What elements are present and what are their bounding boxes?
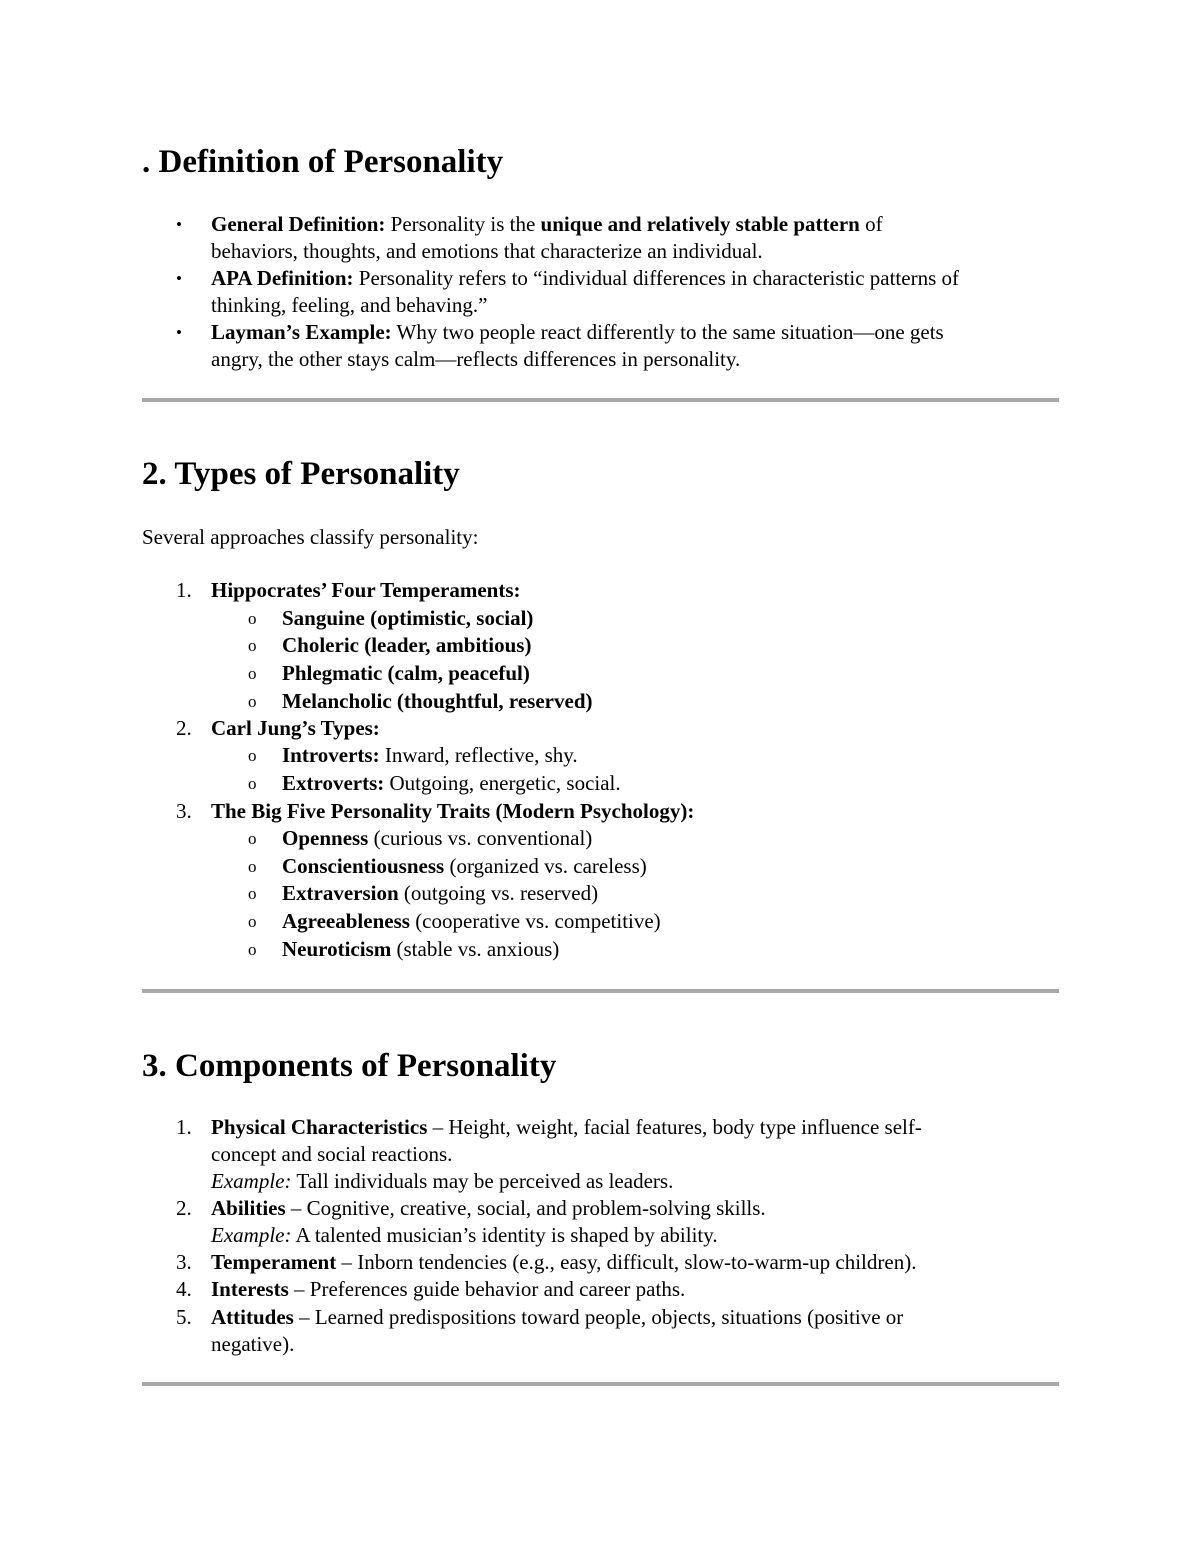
sub-bullet-marker: o bbox=[248, 884, 257, 903]
sub-item-label: Introverts: bbox=[282, 743, 380, 767]
example-text: Tall individuals may be perceived as leaders. bbox=[291, 1169, 674, 1193]
list-number: 1. bbox=[176, 578, 192, 602]
sub-bullet-marker: o bbox=[248, 774, 257, 793]
bullet-marker: • bbox=[176, 269, 182, 288]
list-number: 4. bbox=[176, 1277, 192, 1301]
sub-item-text: (outgoing vs. reserved) bbox=[398, 881, 599, 905]
list-number: 3. bbox=[176, 1250, 192, 1274]
definition-emphasis: unique and relatively stable pattern bbox=[540, 212, 860, 236]
definition-apa bbox=[211, 265, 959, 292]
component-attitudes-continued: negative). bbox=[211, 1332, 295, 1356]
sub-item-text: (curious vs. conventional) bbox=[368, 826, 593, 850]
sub-bullet-marker: o bbox=[248, 912, 257, 931]
sub-item bbox=[282, 853, 647, 880]
definition-text: Personality is the bbox=[385, 212, 541, 236]
example-text: A talented musician’s identity is shaped by ability. bbox=[291, 1223, 718, 1247]
sub-bullet-marker: o bbox=[248, 636, 257, 655]
component-attitudes bbox=[211, 1304, 903, 1331]
sub-item-label: Extraversion bbox=[282, 881, 399, 905]
list-number: 2. bbox=[176, 1196, 192, 1220]
sub-item bbox=[282, 742, 578, 769]
sub-item-label: Neuroticism bbox=[282, 937, 392, 961]
definition-layman bbox=[211, 319, 944, 346]
component-physical-continued: concept and social reactions. bbox=[211, 1142, 453, 1166]
horizontal-rule bbox=[142, 1382, 1059, 1386]
list-number: 3. bbox=[176, 799, 192, 823]
jung-title: Carl Jung’s Types: bbox=[211, 716, 380, 740]
sub-item bbox=[282, 936, 559, 963]
component-text: – Height, weight, facial features, body type influence self- bbox=[427, 1115, 922, 1139]
component-text: – Preferences guide behavior and career paths. bbox=[288, 1277, 686, 1301]
sub-bullet-marker: o bbox=[248, 692, 257, 711]
list-number: 1. bbox=[176, 1115, 192, 1139]
sub-item: Phlegmatic (calm, peaceful) bbox=[282, 661, 530, 685]
temperaments-title: Hippocrates’ Four Temperaments: bbox=[211, 578, 521, 602]
component-text: – Learned predispositions toward people, objects, situations (positive or bbox=[293, 1305, 904, 1329]
sub-bullet-marker: o bbox=[248, 609, 257, 628]
sub-item-label: Extroverts: bbox=[282, 771, 385, 795]
definition-label: Layman’s Example: bbox=[211, 320, 392, 344]
component-temperament bbox=[211, 1249, 916, 1276]
sub-item bbox=[282, 908, 661, 935]
component-text: – Inborn tendencies (e.g., easy, difficult, slow-to-warm-up children). bbox=[336, 1250, 917, 1274]
sub-bullet-marker: o bbox=[248, 664, 257, 683]
section-2-intro: Several approaches classify personality: bbox=[142, 525, 479, 549]
big-five-title: The Big Five Personality Traits (Modern Psychology): bbox=[211, 799, 695, 823]
definition-apa-continued: thinking, feeling, and behaving.” bbox=[211, 293, 488, 317]
bullet-marker: • bbox=[176, 323, 182, 342]
component-example bbox=[211, 1168, 673, 1195]
bullet-marker: • bbox=[176, 215, 182, 234]
example-label: Example: bbox=[211, 1169, 292, 1193]
sub-item-label: Conscientiousness bbox=[282, 854, 445, 878]
list-number: 5. bbox=[176, 1305, 192, 1329]
sub-bullet-marker: o bbox=[248, 746, 257, 765]
sub-item-text: (stable vs. anxious) bbox=[391, 937, 560, 961]
sub-item: Choleric (leader, ambitious) bbox=[282, 633, 532, 657]
definition-general bbox=[211, 211, 883, 238]
definition-label: APA Definition: bbox=[211, 266, 354, 290]
component-abilities bbox=[211, 1195, 766, 1222]
sub-item-label: Agreeableness bbox=[282, 909, 410, 933]
sub-item: Sanguine (optimistic, social) bbox=[282, 606, 534, 630]
definition-text: Personality refers to “individual differences in characteristic patterns of bbox=[353, 266, 959, 290]
sub-item-label: Openness bbox=[282, 826, 369, 850]
definition-layman-continued: angry, the other stays calm—reflects differences in personality. bbox=[211, 347, 741, 371]
horizontal-rule bbox=[142, 398, 1059, 402]
component-physical bbox=[211, 1114, 922, 1141]
sub-bullet-marker: o bbox=[248, 857, 257, 876]
definition-general-continued: behaviors, thoughts, and emotions that characterize an individual. bbox=[211, 239, 763, 263]
definition-label: General Definition: bbox=[211, 212, 386, 236]
horizontal-rule bbox=[142, 989, 1059, 993]
sub-bullet-marker: o bbox=[248, 829, 257, 848]
sub-item-text: Outgoing, energetic, social. bbox=[384, 771, 621, 795]
list-number: 2. bbox=[176, 716, 192, 740]
component-label: Temperament bbox=[211, 1250, 337, 1274]
component-label: Interests bbox=[211, 1277, 289, 1301]
component-text: – Cognitive, creative, social, and problem-solving skills. bbox=[285, 1196, 766, 1220]
sub-item-text: (cooperative vs. competitive) bbox=[409, 909, 661, 933]
sub-item bbox=[282, 880, 598, 907]
component-label: Abilities bbox=[211, 1196, 286, 1220]
component-interests bbox=[211, 1276, 685, 1303]
section-1-heading: . Definition of Personality bbox=[142, 144, 504, 180]
definition-text: Why two people react differently to the same situation—one gets bbox=[391, 320, 944, 344]
sub-item: Melancholic (thoughtful, reserved) bbox=[282, 689, 593, 713]
example-label: Example: bbox=[211, 1223, 292, 1247]
component-label: Physical Characteristics bbox=[211, 1115, 428, 1139]
definition-text: of bbox=[859, 212, 883, 236]
sub-item-text: (organized vs. careless) bbox=[444, 854, 647, 878]
component-label: Attitudes bbox=[211, 1305, 294, 1329]
section-2-heading: 2. Types of Personality bbox=[142, 456, 460, 492]
section-3-heading: 3. Components of Personality bbox=[142, 1048, 557, 1084]
component-example bbox=[211, 1222, 718, 1249]
sub-bullet-marker: o bbox=[248, 940, 257, 959]
sub-item bbox=[282, 770, 621, 797]
sub-item bbox=[282, 825, 592, 852]
sub-item-text: Inward, reflective, shy. bbox=[379, 743, 578, 767]
